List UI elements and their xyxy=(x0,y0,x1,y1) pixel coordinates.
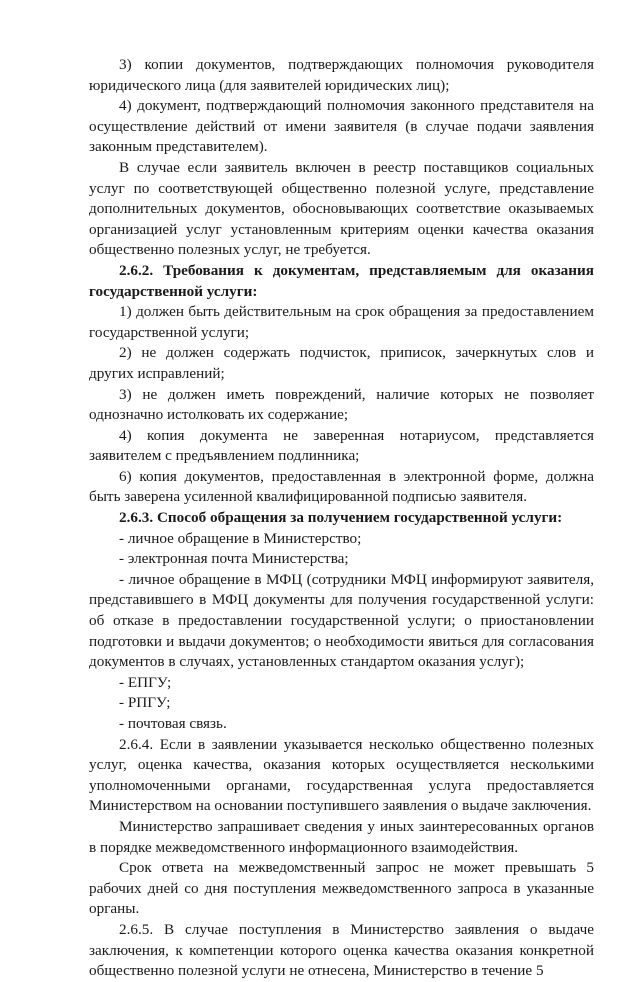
document-page xyxy=(89,55,594,982)
paragraph-registry-note: В случае если заявитель включен в реестр поставщиков социальных услуг по соответствующей общественно полезной услуге, представление дополнительных документов, обосновывающих соответствие оказываемых организацией услуг установленным критериям оценки качества оказания общественно полезных услуг, не требуется. xyxy=(89,158,594,259)
requirement-item-3: 3) не должен иметь повреждений, наличие которых не позволяет однозначно истолковать их содержание; xyxy=(89,385,594,424)
requirement-item-1: 1) должен быть действительным на срок обращения за предоставлением государственной услуги; xyxy=(89,303,594,341)
requirement-item-4: 4) копия документа не заверенная нотариусом, представляется заявителем с предъявлением подлинника; xyxy=(89,426,594,465)
paragraph-item-4: 4) документ, подтверждающий полномочия законного представителя на осуществление действий от имени заявителя (в случае подачи заявления законным представителем). xyxy=(89,97,594,156)
section-heading-2-6-3: 2.6.3. Способ обращения за получением государственной услуги: xyxy=(119,509,563,527)
requirement-item-2: 2) не должен содержать подчисток, приписок, зачеркнутых слов и других исправлений; xyxy=(89,344,594,382)
section-heading-2-6-2: 2.6.2. Требования к документам, представляемым для оказания государственной услуги: xyxy=(89,261,594,300)
method-item-rpgu: - РПГУ; xyxy=(119,694,171,712)
paragraph-ministry-request: Министерство запрашивает сведения у иных заинтересованных органов в порядке межведомственного информационного взаимодействия. xyxy=(89,817,594,856)
paragraph-item-3: 3) копии документов, подтверждающих полномочия руководителя юридического лица (для заявителей юридических лиц); xyxy=(89,56,594,94)
method-item-email: - электронная почта Министерства; xyxy=(119,550,349,568)
method-item-mfc: - личное обращение в МФЦ (сотрудники МФЦ информируют заявителя, представившего в МФЦ документы для получения государственной услуги: об отказе в предоставлении государственной услуги; о приостановлении подготовки и выдачи документов; о необходимости явиться для согласования документов в случаях, установленных стандартом оказания услуг); xyxy=(89,570,594,671)
section-2-6-4: 2.6.4. Если в заявлении указывается несколько общественно полезных услуг, оценка качества, оказания которых осуществляется несколькими уполномоченными органами, государственная услуга предоставляется Министерством на основании поступившего заявления о выдаче заключения. xyxy=(89,735,594,815)
method-item-post: - почтовая связь. xyxy=(119,715,227,732)
section-2-6-5: 2.6.5. В случае поступления в Министерство заявления о выдаче заключения, к компетенции которого оценка качества оказания конкретной общественно полезной услуги не отнесена, Министерство в течение 5 xyxy=(89,920,594,980)
requirement-item-6: 6) копия документов, предоставленная в электронной форме, должна быть заверена усиленной квалифицированной подписью заявителя. xyxy=(89,467,594,506)
method-item-epgu: - ЕПГУ; xyxy=(119,673,172,691)
paragraph-response-term: Срок ответа на межведомственный запрос не может превышать 5 рабочих дней со дня поступления межведомственного запроса в указанные органы. xyxy=(89,859,594,918)
method-item-ministry: - личное обращение в Министерство; xyxy=(119,529,362,547)
